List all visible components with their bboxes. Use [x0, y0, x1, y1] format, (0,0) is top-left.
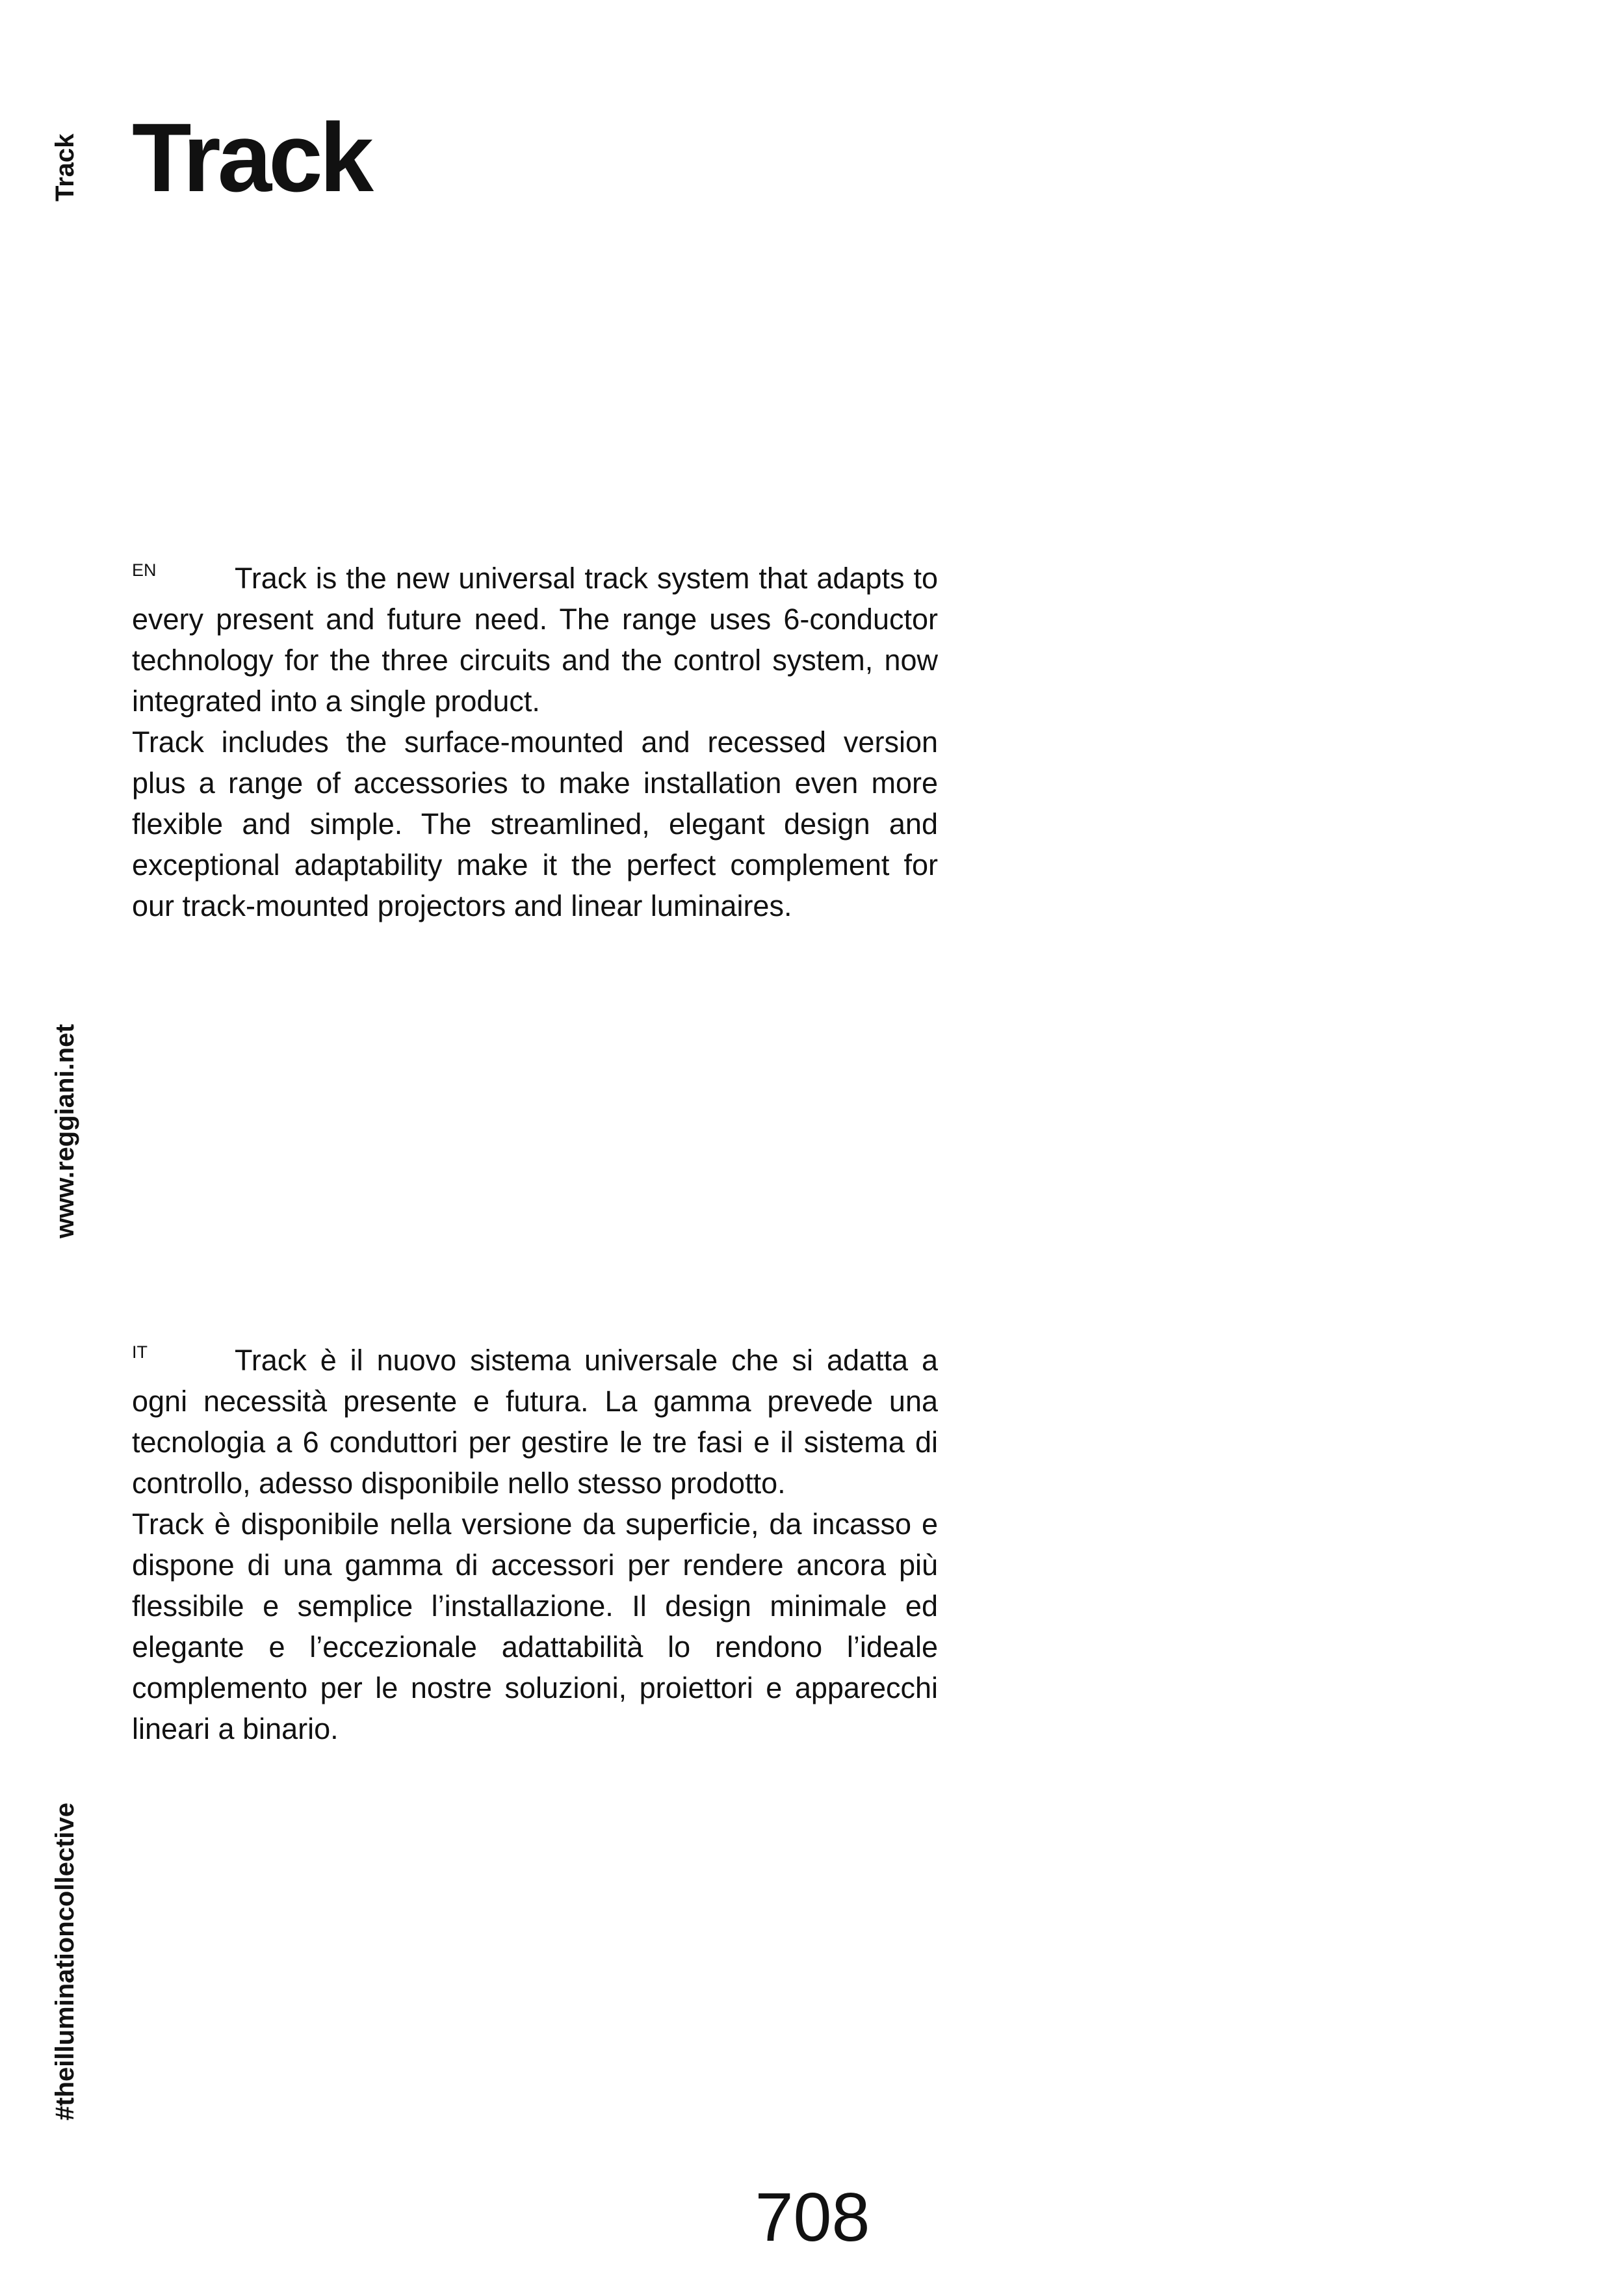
language-tag-en: EN	[132, 560, 157, 580]
english-description	[132, 558, 938, 926]
section-label: Track	[51, 133, 79, 202]
english-paragraph-2: Track includes the surface-mounted and recessed version plus a range of accessories to make installation even more flexible and simple. The streamlined, elegant design and exceptional adaptability make it the perfect complement for our track-mounted projectors and linear luminaires.	[132, 725, 938, 922]
hashtag-label: #theilluminationcollective	[51, 1802, 79, 2120]
italian-description	[132, 1340, 938, 1749]
italian-paragraph-1: Track è il nuovo sistema universale che si adatta a ogni necessità presente e futura. La gamma prevede una tecnologia a 6 conduttori per gestire le tre fasi e il sistema di controllo, adesso disponibile nello stesso prodotto.	[132, 1344, 938, 1500]
website-link[interactable]: www.reggiani.net	[51, 1024, 79, 1238]
page-title: Track	[132, 103, 370, 212]
italian-paragraph-2: Track è disponibile nella versione da superficie, da incasso e dispone di una gamma di accessori per rendere ancora più flessibile e semplice l’installazione. Il design minimale ed elegante e l’eccezionale adattabilità lo rendono l’ideale complemento per le nostre soluzioni, proiettori e apparecchi lineari a binario.	[132, 1507, 938, 1745]
english-paragraph-1: Track is the new universal track system that adapts to every present and future need. The range uses 6-conductor technology for the three circuits and the control system, now integrated into a single product.	[132, 562, 938, 718]
page-number: 708	[755, 2179, 870, 2256]
language-tag-it: IT	[132, 1342, 148, 1362]
